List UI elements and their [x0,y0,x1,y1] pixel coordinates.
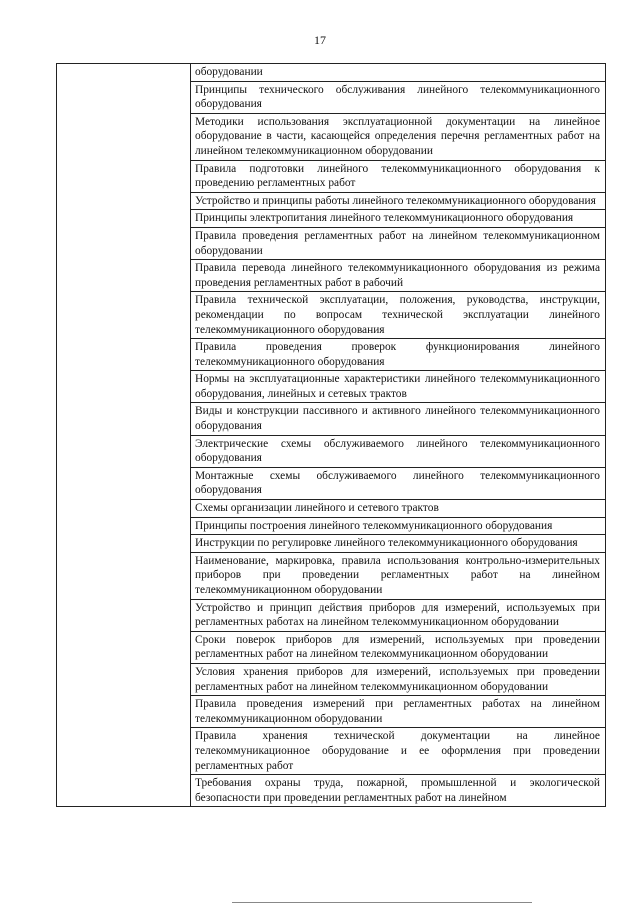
table-cell: Схемы организации линейного и сетевого трактов [191,500,606,518]
table-cell: Принципы построения линейного телекоммуникационного оборудования [191,517,606,535]
table-cell: Правила технической эксплуатации, положения, руководства, инструкции, рекомендации по вопросам технической эксплуатации линейного телекоммуникационного оборудования [191,292,606,339]
table-cell: Виды и конструкции пассивного и активного линейного телекоммуникационного оборудования [191,403,606,435]
table-cell: Монтажные схемы обслуживаемого линейного телекоммуникационного оборудования [191,467,606,499]
table-cell: Правила хранения технической документации на линейное телекоммуникационное оборудование и ее оформления при проведении регламентных работ [191,728,606,775]
bottom-divider [232,902,532,903]
table-cell: Электрические схемы обслуживаемого линейного телекоммуникационного оборудования [191,435,606,467]
table-cell: Условия хранения приборов для измерений, используемых при проведении регламентных работ на линейном телекоммуникационном оборудовании [191,663,606,695]
table-cell: Устройство и принципы работы линейного телекоммуникационного оборудования [191,192,606,210]
table-cell: Правила перевода линейного телекоммуникационного оборудования из режима проведения регламентных работ в рабочий [191,260,606,292]
table-cell: Принципы технического обслуживания линейного телекоммуникационного оборудования [191,81,606,113]
knowledge-table [56,63,606,807]
table-cell: Устройство и принцип действия приборов для измерений, используемых при регламентных работах на линейном телекоммуникационном оборудовании [191,599,606,631]
table-cell: Правила подготовки линейного телекоммуникационного оборудования к проведению регламентных работ [191,160,606,192]
table-cell: Нормы на эксплуатационные характеристики линейного телекоммуникационного оборудования, линейных и сетевых трактов [191,371,606,403]
table-row [57,64,606,82]
table-left-cell [57,64,191,807]
table-cell: Сроки поверок приборов для измерений, используемых при проведении регламентных работ на линейном телекоммуникационном оборудовании [191,631,606,663]
table-cell: Методики использования эксплуатационной документации на линейное оборудование в части, касающейся определения перечня регламентных работ на линейном телекоммуникационном оборудовании [191,113,606,160]
table-cell: Правила проведения проверок функционирования линейного телекоммуникационного оборудования [191,339,606,371]
table-cell: Правила проведения измерений при регламентных работах на линейном телекоммуникационном оборудовании [191,696,606,728]
table-cell: Принципы электропитания линейного телекоммуникационного оборудования [191,210,606,228]
table-cell: Наименование, маркировка, правила использования контрольно-измерительных приборов при проведении регламентных работ на линейном телекоммуникационном оборудовании [191,552,606,599]
table-cell: Требования охраны труда, пожарной, промышленной и экологической безопасности при проведении регламентных работ на линейном [191,775,606,807]
table-cell: Правила проведения регламентных работ на линейном телекоммуникационном оборудовании [191,227,606,259]
table-cell: оборудовании [191,64,606,82]
table-cell: Инструкции по регулировке линейного телекоммуникационного оборудования [191,535,606,553]
page-number: 17 [314,33,326,47]
